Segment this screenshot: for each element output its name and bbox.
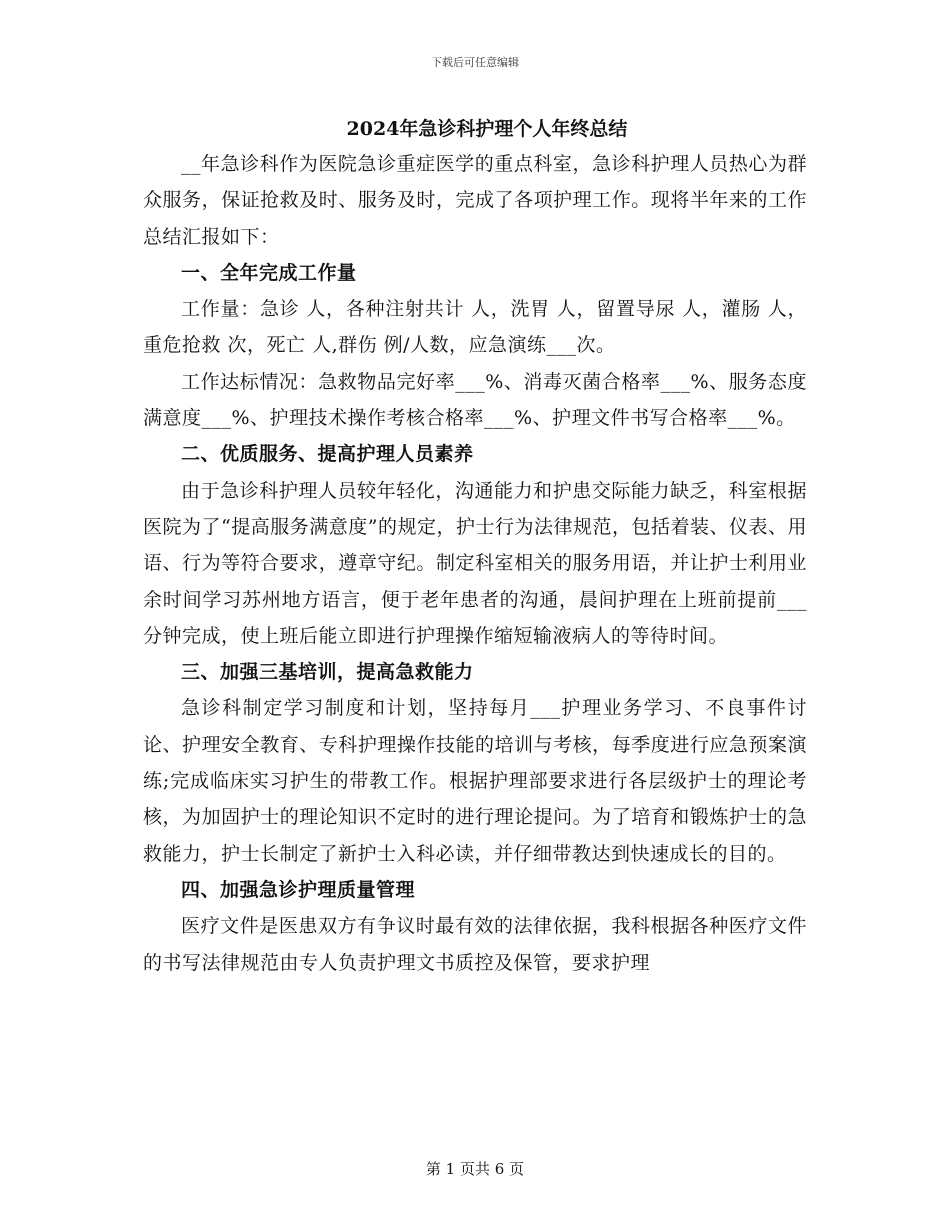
page-number-footer: 第 1 页共 6 页 (425, 1160, 525, 1178)
section-1 (143, 255, 807, 436)
section-2 (143, 436, 807, 654)
document-body (143, 112, 807, 981)
section-4 (143, 872, 807, 981)
section-3 (143, 654, 807, 872)
document-title: 2024年急诊科护理个人年终总结 (346, 118, 628, 140)
section-heading: 三、加强三基培训，提高急救能力 (181, 661, 474, 684)
section-heading: 二、优质服务、提高护理人员素养 (181, 443, 474, 466)
section-paragraph: 医疗文件是医患双方有争议时最有效的法律依据，我科根据各种医疗文件的书写法律规范由专人负责护理文书质控及保管，要求护理 (143, 915, 807, 974)
section-heading: 四、加强急诊护理质量管理 (181, 878, 416, 901)
section-heading: 一、全年完成工作量 (181, 261, 357, 284)
section-paragraph: 工作达标情况：急救物品完好率___%、消毒灭菌合格率___%、服务态度满意度___%、护理技术操作考核合格率___%、护理文件书写合格率___%。 (143, 370, 807, 430)
header-note: 下载后可任意编辑 (431, 56, 519, 69)
section-paragraph: 工作量：急诊 人，各种注射共计 人，洗胃 人，留置导尿 人，灌肠 人，重危抢救 次，死亡 人,群伤 例/人数，应急演练___次。 (143, 298, 807, 357)
intro-paragraph: __年急诊科作为医院急诊重症医学的重点科室，急诊科护理人员热心为群众服务，保证抢救及时、服务及时，完成了各项护理工作。现将半年来的工作总结汇报如下： (143, 153, 807, 248)
section-paragraph: 急诊科制定学习制度和计划，坚持每月___护理业务学习、不良事件讨论、护理安全教育、专科护理操作技能的培训与考核，每季度进行应急预案演练;完成临床实习护生的带教工作。根据护理部要求进行各层级护士的理论考核，为加固护士的理论知识不定时的进行理论提问。为了培育和锻炼护士的急救能力，护士长制定了新护士入科必读，并仔细带教达到快速成长的目的。 (143, 697, 807, 865)
section-paragraph: 由于急诊科护理人员较年轻化，沟通能力和护患交际能力缺乏，科室根据医院为了“提高服务满意度”的规定，护士行为法律规范，包括着装、仪表、用语、行为等符合要求，遵章守纪。制定科室相关的服务用语，并让护士利用业余时间学习苏州地方语言，便于老年患者的沟通，晨间护理在上班前提前___分钟完成，使上班后能立即进行护理操作缩短输液病人的等待时间。 (143, 479, 807, 647)
